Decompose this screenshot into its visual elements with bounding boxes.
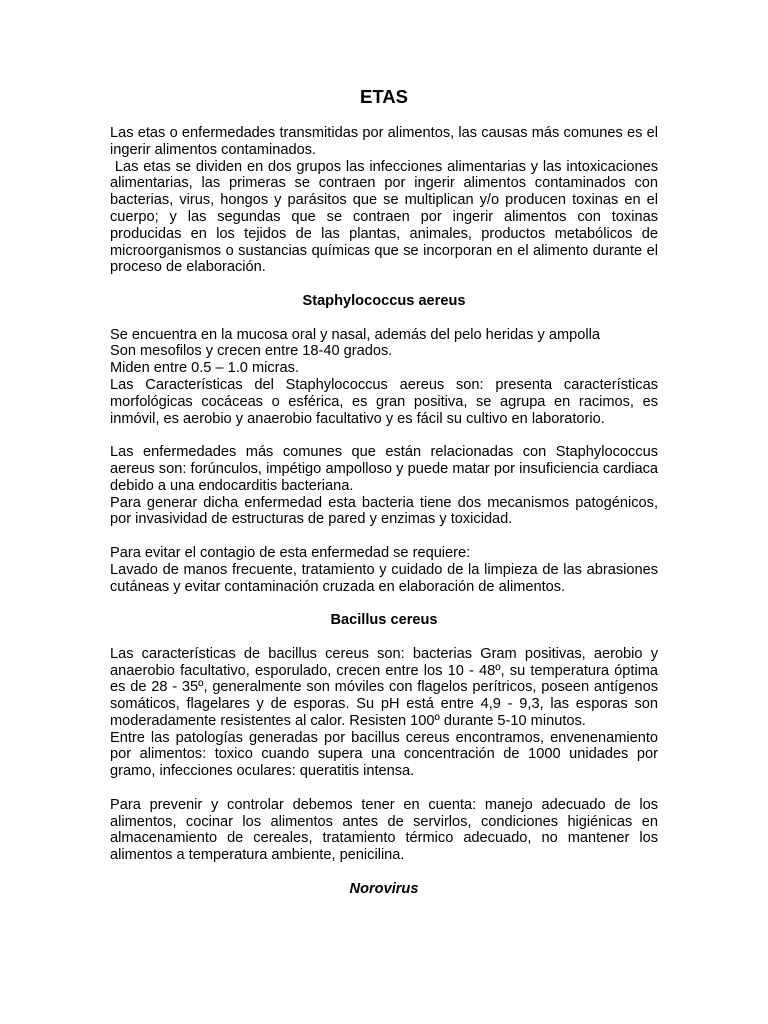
staph-prevention: Lavado de manos frecuente, tratamiento y cuidado de la limpieza de las abrasiones cutáneas y evitar contaminación cruzada en elaboración de alimentos. [110,561,658,595]
staph-prevention-intro: Para evitar el contagio de esta enfermedad se requiere: [110,544,471,561]
bacillus-pathologies: Entre las patologías generadas por bacillus cereus encontramos, envenenamiento por alimentos: toxico cuando supera una concentración de 1000 unidades por gramo, infecciones oculares: queratitis intensa. [110,729,658,780]
staph-line-size: Miden entre 0.5 – 1.0 micras. [110,360,299,377]
spacer [110,310,658,327]
spacer [110,528,658,545]
staph-mechanisms: Para generar dicha enfermedad esta bacteria tiene dos mecanismos patogénicos, por invasividad de estructuras de pared y enzimas y toxicidad. [110,494,658,528]
staph-line-location: Se encuentra en la mucosa oral y nasal, además del pelo heridas y ampolla [110,326,600,343]
staph-line-temperature: Son mesofilos y crecen entre 18-40 grados. [110,343,393,360]
spacer [110,780,658,797]
document-title: ETAS [360,86,408,107]
bacillus-characteristics: Las características de bacillus cereus son: bacterias Gram positivas, aerobio y anaerobio facultativo, esporulado, crecen entre los 10 - 48º, su temperatura óptima es de 28 - 35º, generalmente son móviles con flagelos perítricos, poseen antígenos somáticos, flagelares y de esporas. Su pH está entre 4,9 - 9,3, las esporas son moderadamente resistentes al calor. Resisten 100º durante 5-10 minutos. [110,645,658,729]
intro-paragraph-2: Las etas se dividen en dos grupos las infecciones alimentarias y las intoxicaciones alimentarias, las primeras se contraen por ingerir alimentos contaminados con bacterias, virus, hongos y parásitos que se multiplican y/o producen toxinas en el cuerpo; y las segundas que se contraen por ingerir alimentos con toxinas producidas en los tejidos de las plantas, animales, productos metabólicos de microorganismos o sustancias químicas que se incorporan en el alimento durante el proceso de elaboración. [110,158,658,276]
section-heading-staphylococcus: Staphylococcus aereus [302,292,466,309]
staph-characteristics: Las Características del Staphylococcus aereus son: presenta características morfológicas cocáceas o esférica, es gran positiva, se agrupa en racimos, es inmóvil, es aerobio y anaerobio facultativo y es fácil su cultivo en laboratorio. [110,376,658,427]
document-page [110,86,658,898]
intro-paragraph-1: Las etas o enfermedades transmitidas por alimentos, las causas más comunes es el ingerir alimentos contaminados. [110,125,658,158]
spacer [110,864,658,881]
spacer [110,276,658,293]
spacer [110,427,658,444]
bacillus-prevention: Para prevenir y controlar debemos tener en cuenta: manejo adecuado de los alimentos, cocinar los alimentos antes de servirlos, condiciones higiénicas en almacenamiento de cereales, tratamiento térmico adecuado, no mantener los alimentos a temperatura ambiente, penicilina. [110,796,658,864]
section-heading-bacillus: Bacillus cereus [330,612,438,629]
spacer [110,629,658,646]
spacer [110,595,658,612]
section-heading-norovirus: Norovirus [349,880,419,897]
staph-diseases: Las enfermedades más comunes que están relacionadas con Staphylococcus aereus son: forúnculos, impétigo ampolloso y puede matar por insuficiencia cardiaca debido a una endocarditis bacteriana. [110,444,658,494]
